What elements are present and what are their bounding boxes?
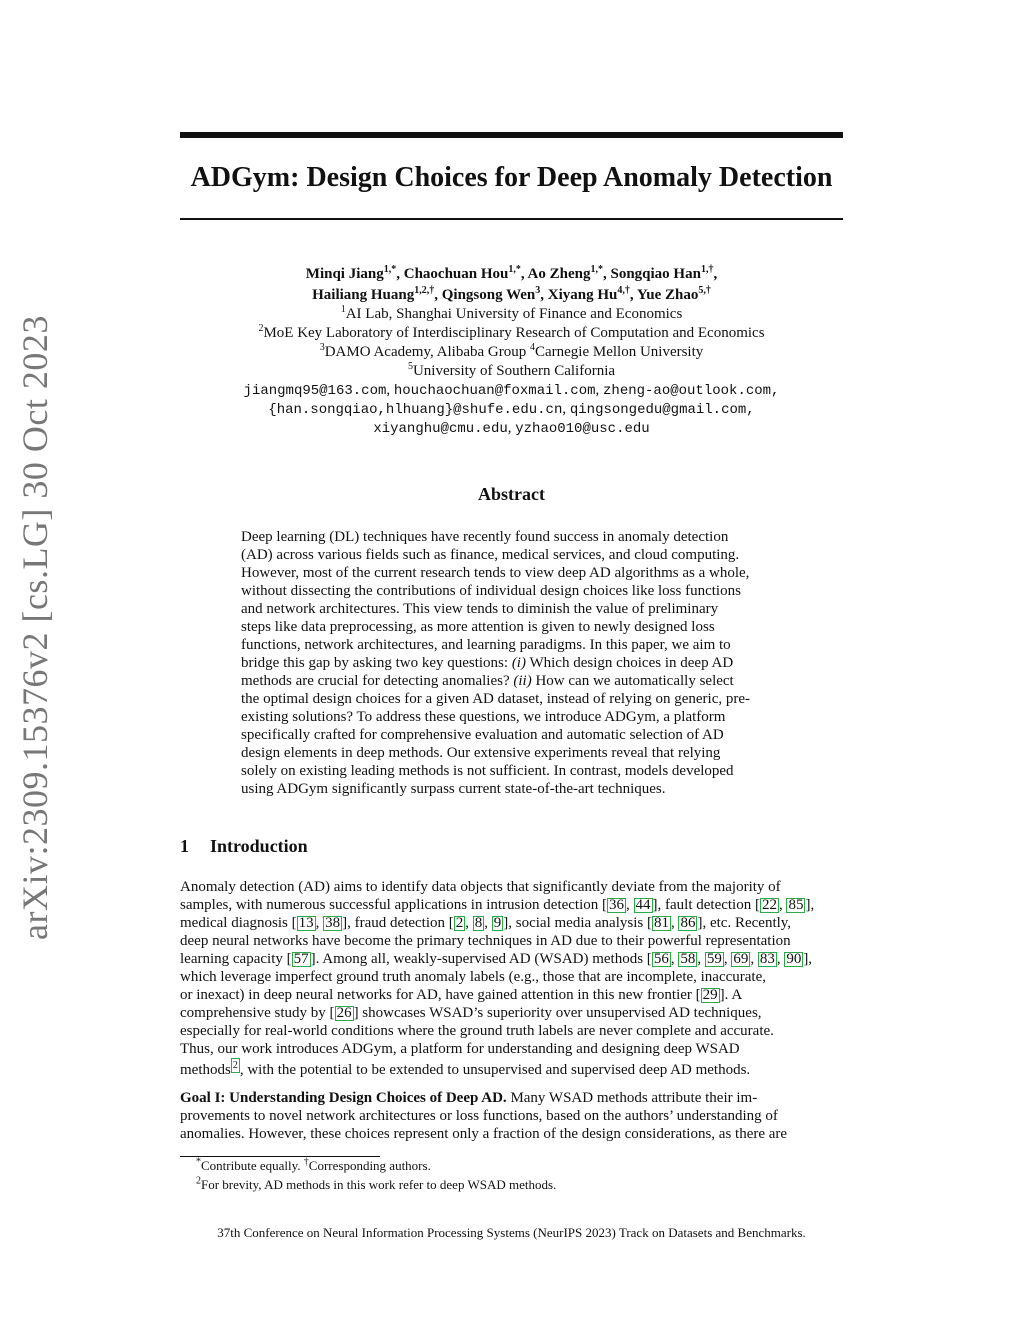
author-name: Songqiao Han bbox=[610, 266, 701, 282]
arxiv-identifier-stamp: arXiv:2309.15376v2 [cs.LG] 30 Oct 2023 bbox=[15, 315, 55, 940]
author-name: Chaochuan Hou bbox=[403, 266, 509, 282]
intro-line: especially for real-world conditions where the ground truth labels are never complete and accurate. bbox=[180, 1023, 774, 1039]
intro-line: Thus, our work introduces ADGym, a platform for understanding and designing deep WSAD bbox=[180, 1041, 740, 1057]
abstract-line: steps like data preprocessing, as more attention is given to newly designed loss bbox=[241, 619, 715, 635]
affiliation-1: $^1$AI Lab, Shanghai University of Finance and Economics bbox=[340, 304, 683, 322]
abstract-line: Deep learning (DL) techniques have recently found success in anomaly detection bbox=[241, 529, 729, 545]
email-link[interactable]: xiyanghu@cmu.edu bbox=[373, 421, 508, 437]
citation-link[interactable]: 44 bbox=[635, 897, 651, 913]
abstract-line: However, most of the current research tends to view deep AD algorithms as a whole, bbox=[241, 565, 750, 581]
intro-line: comprehensive study by [ 26 ] showcases WSAD’s superiority over unsupervised AD techniques, bbox=[180, 1005, 762, 1021]
intro-line: samples, with numerous successful applications in intrusion detection [ 36 , 44 ], fault detection [ 22 , 85 ], bbox=[180, 897, 815, 913]
abstract-line: bridge this gap by asking two key questions: (i) Which design choices in deep AD bbox=[241, 655, 734, 671]
abstract-line: methods are crucial for detecting anomalies? (ii) How can we automatically select bbox=[241, 673, 734, 689]
goal1-line: Goal I: Understanding Design Choices of Deep AD. Many WSAD methods attribute their im- bbox=[180, 1090, 758, 1106]
author-line-2: Hailiang Huang$^{1,2,\dagger}$, Qingsong Wen$^3$, Xiyang $Hu^{4,\dagger}$, Yue Zhao$^{5,\dagger}$ bbox=[312, 285, 711, 303]
author-name: Qingsong Wen bbox=[441, 287, 536, 303]
email-line-3: xiyanghu@cmu.edu, yzhao010@usc.edu bbox=[373, 420, 650, 437]
citation-link[interactable]: 58 bbox=[680, 951, 696, 967]
citation-link[interactable]: 38 bbox=[325, 915, 341, 931]
title-top-rule bbox=[180, 132, 843, 138]
intro-line: medical diagnosis [ 13 , 38 ], fraud detection [ 2 , 8 , 9 ], social media analysis [ 81 , 86 ], etc. Recently, bbox=[180, 915, 792, 931]
abstract-line: the optimal design choices for a given AD dataset, instead of relying on generic, pre- bbox=[241, 691, 751, 707]
citation-link[interactable]: 86 bbox=[680, 915, 696, 931]
intro-line: learning capacity [ 57 ]. Among all, weakly-supervised AD (WSAD) methods [ 56 , 58 , 59 , 69 , 83 , 90 ], bbox=[180, 951, 813, 967]
citation-link[interactable]: 8 bbox=[474, 915, 483, 931]
abstract-line: using ADGym significantly surpass current state-of-the-art techniques. bbox=[241, 781, 666, 797]
goal1-line: provements to novel network architectures or loss functions, based on the authors’ understanding of bbox=[180, 1108, 778, 1124]
citation-link[interactable]: 2 bbox=[455, 915, 464, 931]
email-link[interactable]: zheng-ao@outlook.com, bbox=[603, 383, 780, 399]
citation-link[interactable]: 85 bbox=[788, 897, 804, 913]
citation-link[interactable]: 9 bbox=[493, 915, 502, 931]
abstract-line: without dissecting the contributions of individual design choices like loss functions bbox=[241, 583, 741, 599]
abstract-line: solely on existing leading methods is not sufficient. In contrast, models developed bbox=[241, 763, 734, 779]
citation-link[interactable]: 83 bbox=[759, 951, 775, 967]
abstract-line: functions, network architectures, and learning paradigms. In this paper, we aim to bbox=[241, 637, 731, 653]
author-line-1: Minqi Jiang$^{1,*}$, Chaochuan Hou$^{1,*}$, Ao Zheng$^{1,*}$, Songqiao Han$^{1,\dagger}$, bbox=[305, 264, 718, 282]
author-name: Yue Zhao bbox=[636, 287, 699, 303]
title-bottom-rule bbox=[180, 218, 843, 220]
footnote-link[interactable]: 2 bbox=[232, 1060, 238, 1071]
abstract-heading: Abstract bbox=[478, 484, 545, 504]
citation-link[interactable]: 36 bbox=[609, 897, 625, 913]
email-link[interactable]: qingsongedu@gmail.com, bbox=[569, 402, 755, 418]
abstract-line: and network architectures. This view tends to diminish the value of preliminary bbox=[241, 601, 719, 617]
email-link[interactable]: yzhao010@usc.edu bbox=[515, 421, 650, 437]
venue-footer: 37th Conference on Neural Information Processing Systems (NeurIPS 2023) Track on Datasets and Benchmarks. bbox=[217, 1225, 806, 1240]
intro-line: which leverage imperfect ground truth anomaly labels (e.g., those that are incomplete, inaccurate, bbox=[180, 969, 767, 985]
author-name: Hailiang Huang bbox=[312, 287, 415, 303]
intro-line: deep neural networks have become the primary techniques in AD due to their powerful representation bbox=[180, 933, 791, 949]
author-name: Ao Zheng bbox=[527, 266, 591, 282]
footnote-rule bbox=[180, 1156, 380, 1157]
citation-link[interactable]: 90 bbox=[786, 951, 802, 967]
paper-title: ADGym: Design Choices for Deep Anomaly Detection bbox=[190, 162, 833, 193]
email-link[interactable]: {han.songqiao,hlhuang}@shufe.edu.cn bbox=[268, 402, 563, 418]
citation-link[interactable]: 29 bbox=[702, 987, 718, 1003]
author-name: Minqi Jiang bbox=[305, 266, 384, 282]
footnote-2: $^2$For brevity, AD methods in this work refer to deep WSAD methods. bbox=[196, 1175, 557, 1192]
affiliation-3-4: $^3$DAMO Academy, Alibaba Group $^4$Carnegie Mellon University bbox=[319, 342, 704, 360]
intro-line: methods $^2$ , with the potential to be extended to unsupervised and supervised deep AD methods. bbox=[180, 1060, 751, 1078]
email-line-1: jiangmq95@163.com, houchaochuan@foxmail.com, zheng-ao@outlook.com, bbox=[243, 382, 780, 399]
abstract-line: specifically crafted for comprehensive evaluation and automatic selection of AD bbox=[241, 727, 724, 743]
email-link[interactable]: houchaochuan@foxmail.com bbox=[393, 383, 596, 399]
citation-link[interactable]: 13 bbox=[298, 915, 314, 931]
citation-link[interactable]: 59 bbox=[706, 951, 722, 967]
section-heading-introduction: 1 Introduction bbox=[180, 836, 308, 856]
affiliation-5: $^5$University of Southern California bbox=[407, 361, 616, 379]
abstract-line: design elements in deep methods. Our extensive experiments reveal that relying bbox=[241, 745, 721, 761]
intro-line: Anomaly detection (AD) aims to identify data objects that significantly deviate from the majority of bbox=[180, 879, 781, 895]
citation-link[interactable]: 56 bbox=[653, 951, 669, 967]
abstract-line: existing solutions? To address these questions, we introduce ADGym, a platform bbox=[241, 709, 726, 725]
intro-line: or inexact) in deep neural networks for AD, have gained attention in this new frontier [ 29 ]. A bbox=[180, 987, 743, 1003]
citation-link[interactable]: 22 bbox=[761, 897, 777, 913]
footnote-1: *Contribute equally. †Corresponding authors. bbox=[196, 1156, 431, 1173]
abstract-line: (AD) across various fields such as finance, medical services, and cloud computing. bbox=[241, 547, 740, 563]
citation-link[interactable]: 26 bbox=[336, 1005, 352, 1021]
citation-link[interactable]: 69 bbox=[733, 951, 749, 967]
citation-link[interactable]: 57 bbox=[293, 951, 309, 967]
citation-link[interactable]: 81 bbox=[653, 915, 669, 931]
author-name: Xiyang Hu bbox=[547, 287, 618, 303]
goal1-lead: Goal I: Understanding Design Choices of Deep AD. bbox=[180, 1090, 507, 1106]
affiliation-2: $^2$MoE Key Laboratory of Interdisciplinary Research of Computation and Economics bbox=[258, 323, 765, 341]
goal1-line: anomalies. However, these choices represent only a fraction of the design considerations, as there are bbox=[180, 1126, 788, 1142]
email-link[interactable]: jiangmq95@163.com bbox=[243, 383, 387, 399]
email-line-2: {han.songqiao,hlhuang}@shufe.edu.cn, qingsongedu@gmail.com, bbox=[268, 401, 755, 418]
